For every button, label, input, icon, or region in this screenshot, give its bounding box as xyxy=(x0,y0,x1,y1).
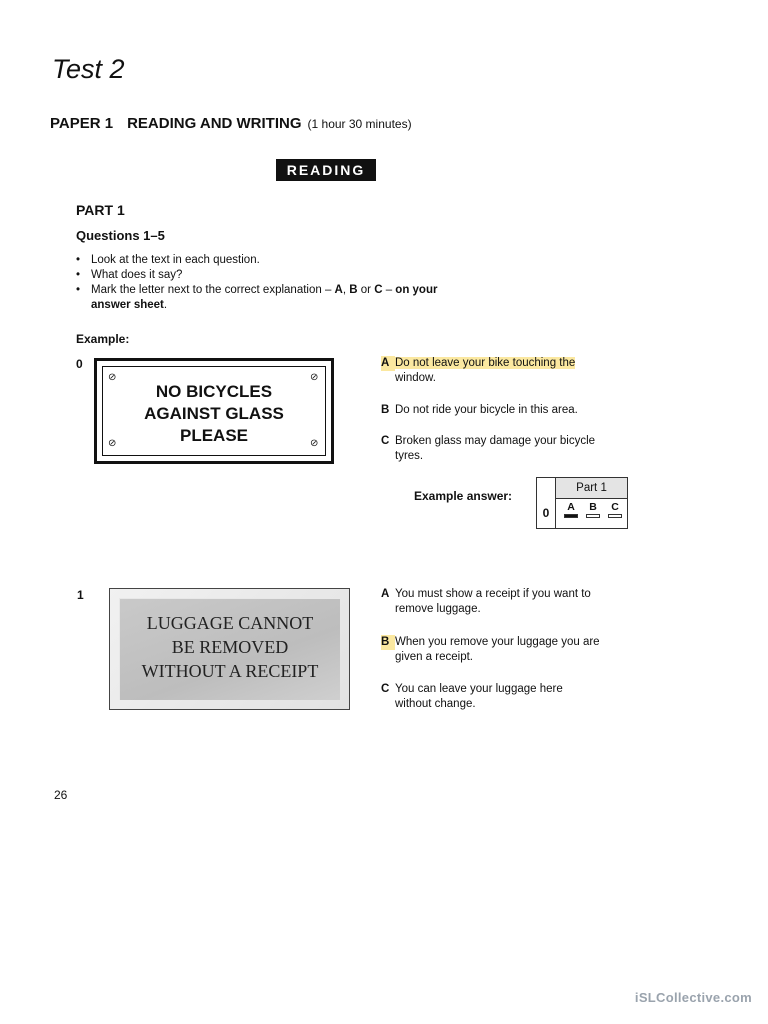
question-number: 1 xyxy=(77,588,84,602)
question-option-c[interactable]: C You can leave your luggage here without change. xyxy=(381,683,563,710)
paper-duration: (1 hour 30 minutes) xyxy=(307,117,412,131)
answer-option-c[interactable]: C xyxy=(604,501,626,518)
question-option-b[interactable]: B When you remove your luggage you are given a receipt. xyxy=(381,636,600,663)
bullet-icon: • xyxy=(76,254,81,266)
instruction-item: • What does it say? xyxy=(76,269,183,281)
answer-sheet-header: Part 1 xyxy=(555,478,627,499)
example-option-c[interactable]: C Broken glass may damage your bicycle tyres. xyxy=(381,435,596,462)
question-sign xyxy=(109,588,350,710)
paper-heading xyxy=(50,115,412,132)
example-option-a[interactable]: A Do not leave your bike touching the window. xyxy=(381,357,576,384)
bullet-icon: • xyxy=(76,269,81,281)
example-label: Example: xyxy=(76,332,130,346)
paper-number: PAPER 1 xyxy=(50,115,114,132)
sign-text: NO BICYCLES AGAINST GLASS PLEASE xyxy=(144,382,284,445)
watermark: iSLCollective.com xyxy=(634,990,752,1005)
answer-option-a[interactable]: A xyxy=(560,501,582,518)
test-title: Test 2 xyxy=(52,54,125,84)
questions-title: Questions 1–5 xyxy=(76,228,165,243)
empty-mark-icon xyxy=(586,514,600,518)
screw-icon: ⊘ xyxy=(108,372,117,383)
answer-option-b[interactable]: B xyxy=(582,501,604,518)
example-option-b[interactable]: B Do not ride your bicycle in this area. xyxy=(381,404,578,416)
instruction-item: • Mark the letter next to the correct explanation – A, B or C – on your answer sheet. xyxy=(76,284,438,311)
answer-options xyxy=(555,498,627,528)
screw-icon: ⊘ xyxy=(310,438,319,449)
filled-mark-icon xyxy=(564,514,578,518)
screw-icon: ⊘ xyxy=(310,372,319,383)
reading-banner: READING xyxy=(276,159,376,181)
paper-name: READING AND WRITING xyxy=(127,115,302,132)
bullet-icon: • xyxy=(76,284,81,296)
answer-row-number: 0 xyxy=(542,506,550,520)
example-answer-label: Example answer: xyxy=(414,489,513,503)
screw-icon: ⊘ xyxy=(108,438,117,449)
sign-plate xyxy=(119,598,340,700)
empty-mark-icon xyxy=(608,514,622,518)
instructions-list xyxy=(76,253,516,313)
example-number: 0 xyxy=(76,357,83,371)
question-option-a[interactable]: A You must show a receipt if you want to remove luggage. xyxy=(381,588,591,615)
sign-text: LUGGAGE CANNOT BE REMOVED WITHOUT A RECEIPT xyxy=(141,613,319,681)
example-sign xyxy=(94,358,334,464)
sign-inner-border xyxy=(102,366,326,456)
page-number: 26 xyxy=(54,788,68,802)
answer-sheet-box xyxy=(536,477,628,529)
instruction-item: • Look at the text in each question. xyxy=(76,254,260,266)
part-title: PART 1 xyxy=(76,202,125,218)
